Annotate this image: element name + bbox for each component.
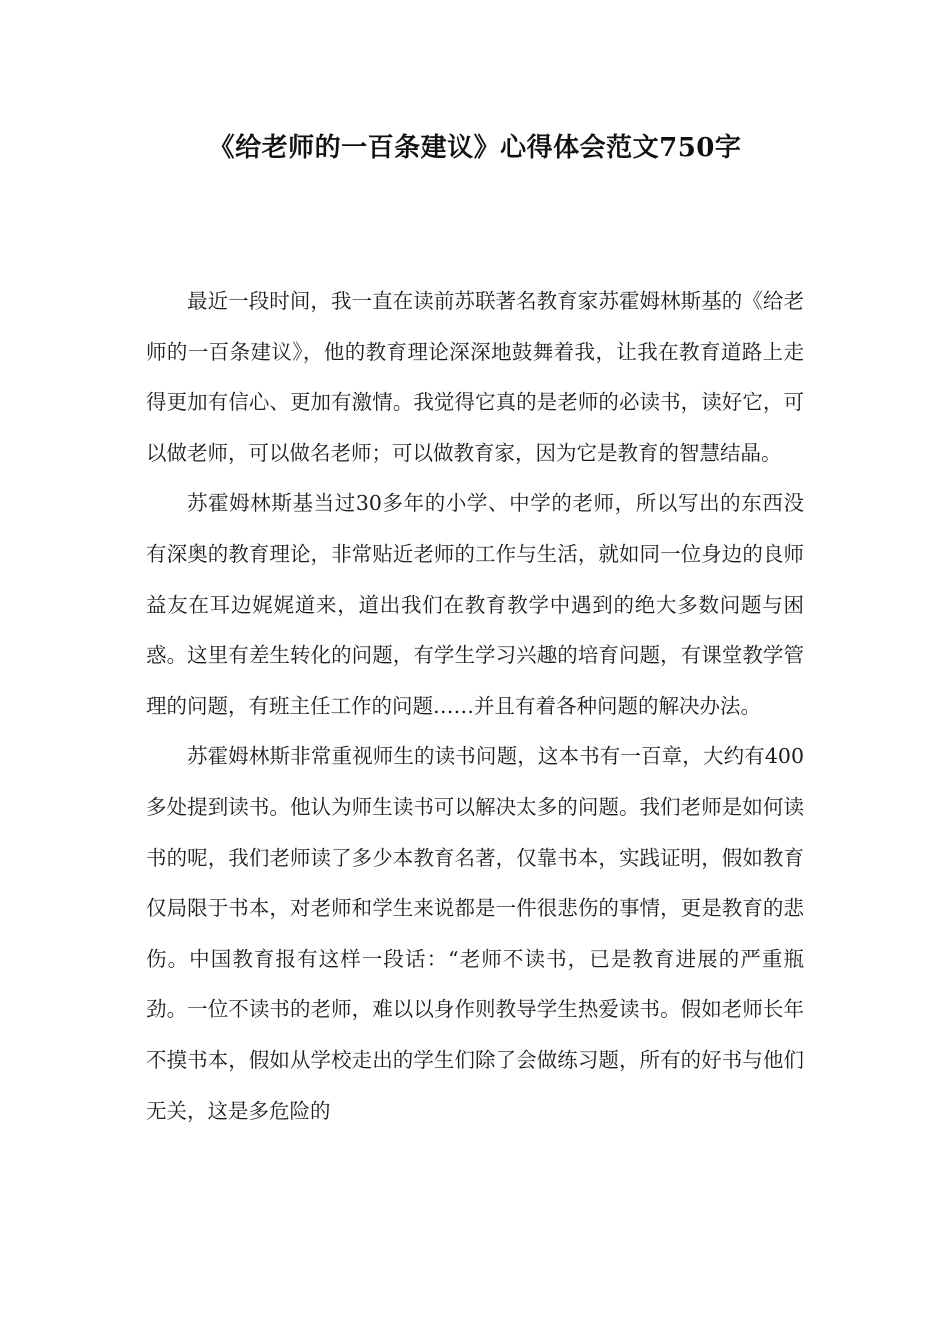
document-body (146, 276, 804, 1136)
paragraph-1: 最近一段时间，我一直在读前苏联著名教育家苏霍姆林斯基的《给老师的一百条建议》，他的教育理论深深地鼓舞着我，让我在教育道路上走得更加有信心、更加有激情。我觉得它真的是老师的必读书，读好它，可以做老师，可以做名老师；可以做教育家，因为它是教育的智慧结晶。 (146, 289, 804, 465)
paragraph-2: 苏霍姆林斯基当过30多年的小学、中学的老师，所以写出的东西没有深奥的教育理论，非常贴近老师的工作与生活，就如同一位身边的良师益友在耳边娓娓道来，道出我们在教育教学中遇到的绝大多数问题与困惑。这里有差生转化的问题，有学生学习兴趣的培育问题，有课堂教学管理的问题，有班主任工作的问题……并且有着各种问题的解决办法。 (146, 491, 804, 718)
paragraph-3: 苏霍姆林斯非常重视师生的读书问题，这本书有一百章，大约有400多处提到读书。他认为师生读书可以解决太多的问题。我们老师是如何读书的呢，我们老师读了多少本教育名著，仅靠书本，实践证明，假如教育仅局限于书本，对老师和学生来说都是一件很悲伤的事情，更是教育的悲伤。中国教育报有这样一段话：“老师不读书，已是教育进展的严重瓶劲。一位不读书的老师，难以以身作则教导学生热爱读书。假如老师长年不摸书本，假如从学校走出的学生们除了会做练习题，所有的好书与他们无关，这是多危险的 (146, 744, 804, 1123)
document-title: 《给老师的一百条建议》心得体会范文750字 (208, 133, 742, 163)
